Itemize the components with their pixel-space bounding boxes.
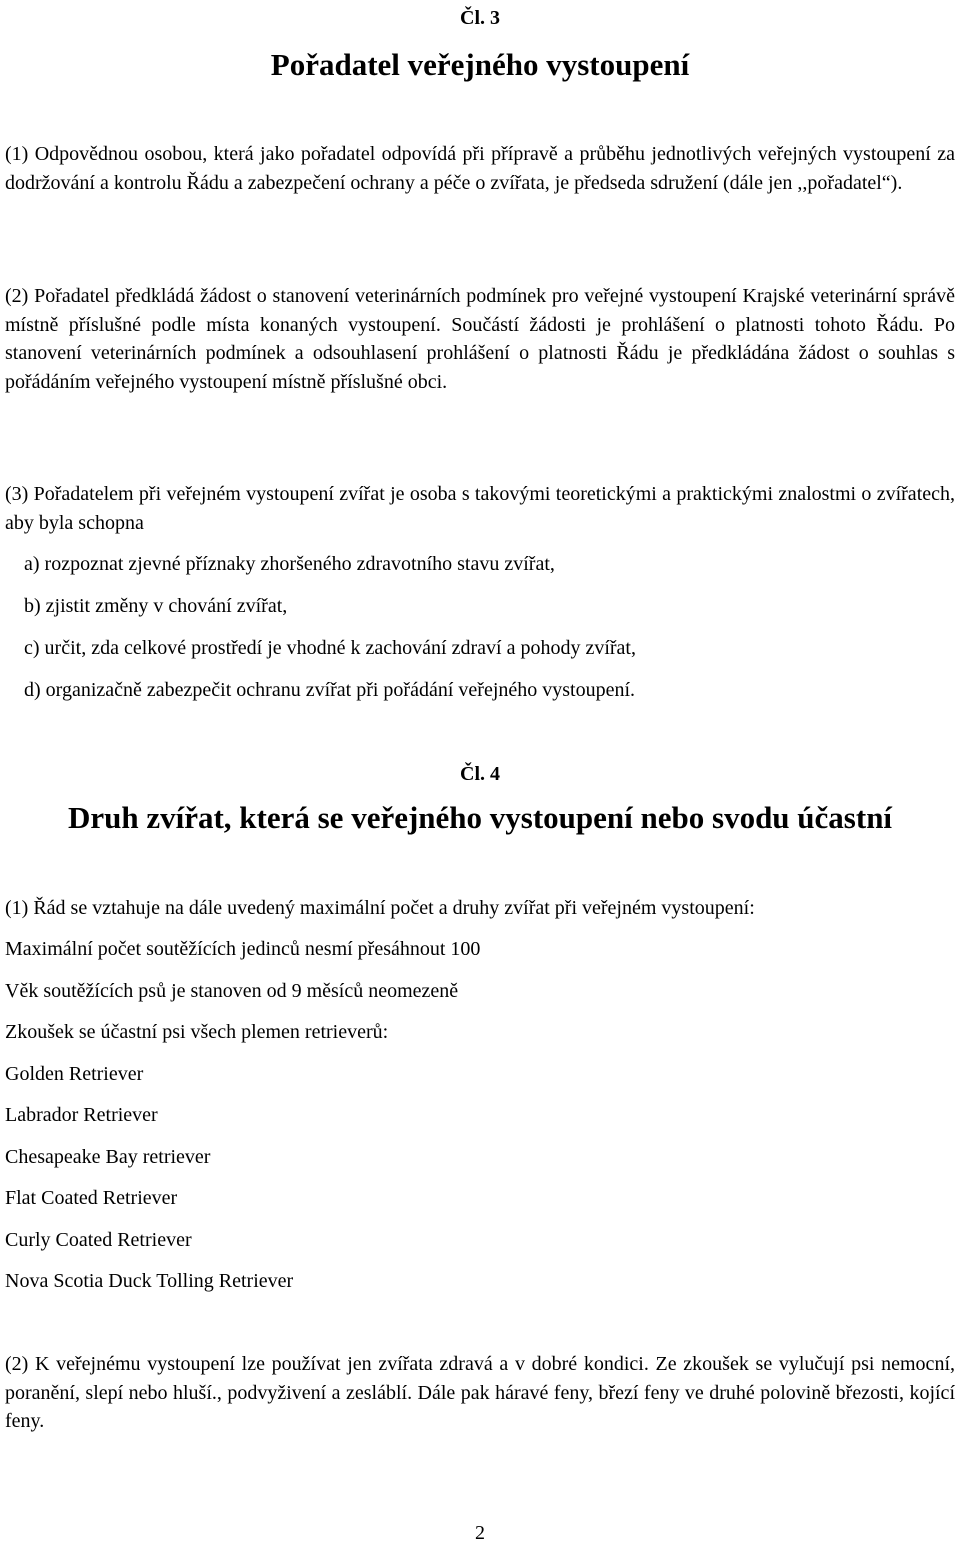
- max-count-line: Maximální počet soutěžících jedinců nesmí přesáhnout 100: [5, 938, 481, 960]
- article-3-list-item-c: c) určit, zda celkové prostředí je vhodné k zachování zdraví a pohody zvířat,: [24, 637, 636, 659]
- breed-item: Labrador Retriever: [5, 1104, 158, 1126]
- age-line: Věk soutěžících psů je stanoven od 9 měsíců neomezeně: [5, 980, 459, 1002]
- breeds-intro-line: Zkoušek se účastní psi všech plemen retrieverů:: [5, 1021, 389, 1043]
- article-3-paragraph-1: (1) Odpovědnou osobou, která jako pořadatel odpovídá při přípravě a průběhu jednotlivých veřejných vystoupení za dodržování a kontrolu Řádu a zabezpečení ochrany a péče o zvířata, je předseda sdružení (dále jen ,,pořadatel“).: [5, 143, 955, 194]
- article-3-paragraph-3: (3) Pořadatelem při veřejném vystoupení zvířat je osoba s takovými teoretickými a praktickými znalostmi o zvířatech, aby byla schopna: [5, 483, 955, 534]
- article-4-paragraph-1: (1) Řád se vztahuje na dále uvedený maximální počet a druhy zvířat při veřejném vystoupení:: [5, 897, 755, 919]
- article-4-paragraph-2: (2) K veřejnému vystoupení lze používat jen zvířata zdravá a v dobré kondici. Ze zkoušek se vylučují psi nemocní, poranění, slepí nebo hluší., podvyživení a zesláblí. Dále pak háravé feny, březí feny ve druhé polovině březosti, kojící feny.: [5, 1353, 955, 1432]
- breed-item: Flat Coated Retriever: [5, 1187, 178, 1209]
- breed-item: Golden Retriever: [5, 1063, 144, 1085]
- article-3-list-item-d: d) organizačně zabezpečit ochranu zvířat při pořádání veřejného vystoupení.: [24, 679, 636, 701]
- article-4-label: Čl. 4: [460, 763, 500, 785]
- breed-item: Curly Coated Retriever: [5, 1229, 192, 1251]
- article-3-list-item-a: a) rozpoznat zjevné příznaky zhoršeného zdravotního stavu zvířat,: [24, 553, 555, 575]
- article-3-title: Pořadatel veřejného vystoupení: [270, 47, 690, 82]
- article-4-title: Druh zvířat, která se veřejného vystoupení nebo svodu účastní: [67, 800, 893, 835]
- page-number: 2: [475, 1522, 485, 1544]
- article-3-list-item-b: b) zjistit změny v chování zvířat,: [24, 595, 288, 617]
- breed-item: Nova Scotia Duck Tolling Retriever: [5, 1270, 294, 1292]
- breed-item: Chesapeake Bay retriever: [5, 1146, 211, 1168]
- article-3-paragraph-2: (2) Pořadatel předkládá žádost o stanovení veterinárních podmínek pro veřejné vystoupení Krajské veterinární správě místně příslušné podle místa konaných vystoupení. Součástí žádosti je prohlášení o platnosti tohoto Řádu. Po stanovení veterinárních podmínek a odsouhlasení prohlášení o platnosti Řádu je předkládána žádost o souhlas s pořádáním veřejného vystoupení místně příslušné obci.: [5, 285, 955, 393]
- article-3-label: Čl. 3: [460, 7, 500, 29]
